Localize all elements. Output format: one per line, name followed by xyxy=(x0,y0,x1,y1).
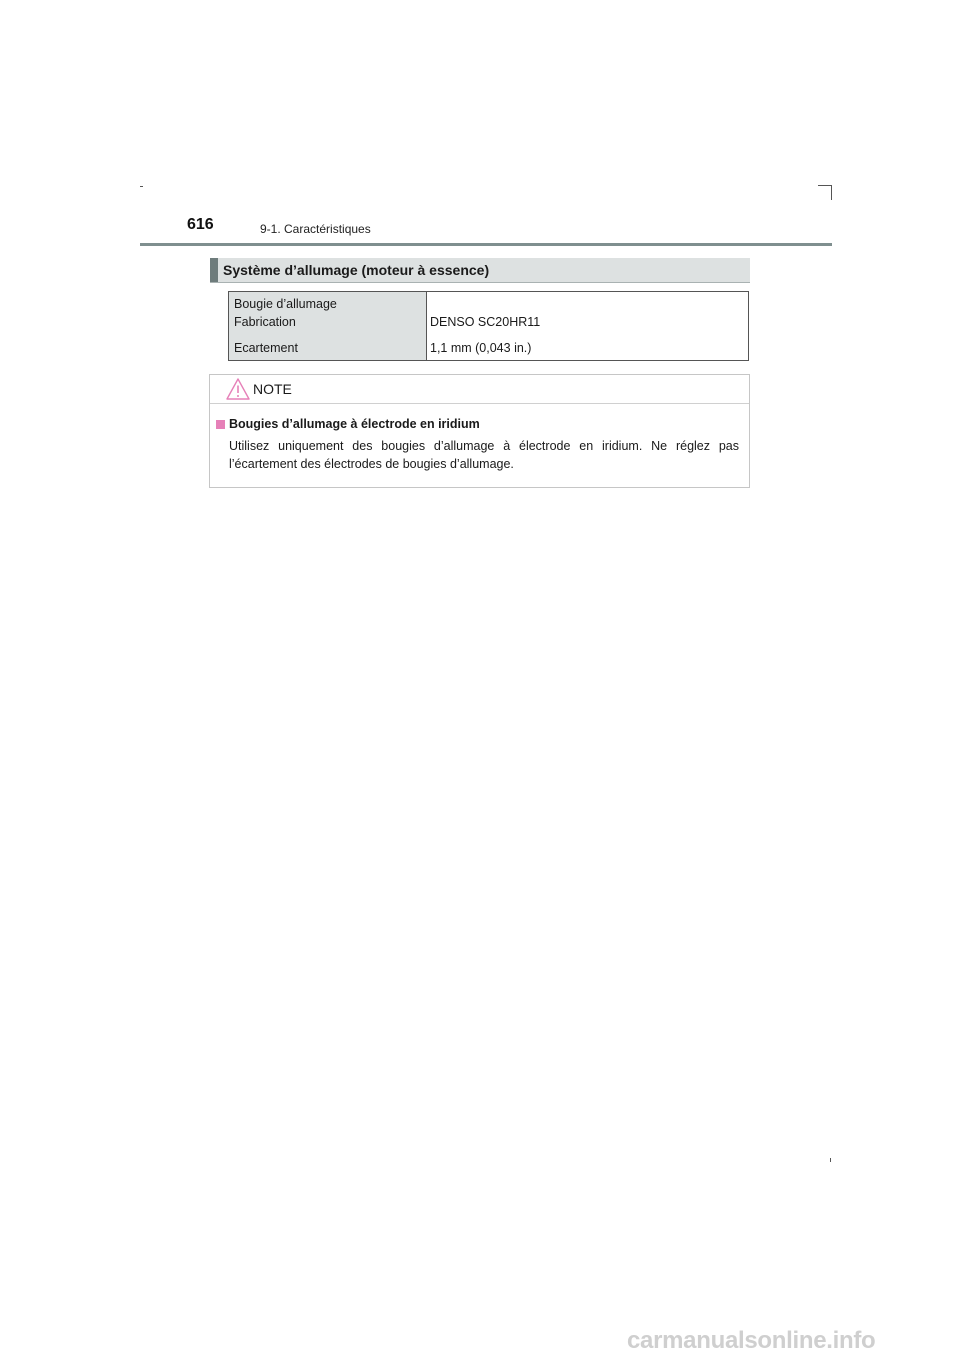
crop-mark-top-right-vertical xyxy=(831,185,832,200)
crop-mark-top-right xyxy=(818,185,832,186)
spec-value-fabrication: DENSO SC20HR11 xyxy=(430,315,541,329)
spec-table xyxy=(228,291,749,361)
crop-mark-bottom-right xyxy=(830,1158,831,1162)
warning-triangle-icon xyxy=(225,377,251,401)
header-divider xyxy=(140,243,832,246)
section-heading-bar xyxy=(210,258,218,282)
note-label: NOTE xyxy=(253,381,292,397)
note-item-text: Utilisez uniquement des bougies d’allumage à électrode en iridium. Ne réglez pas l’écartement des électrodes de bougies d’allumage. xyxy=(229,439,739,471)
spec-label-fabrication: Fabrication xyxy=(234,315,296,329)
note-bullet-square xyxy=(216,420,225,429)
section-heading xyxy=(210,258,750,283)
note-divider xyxy=(210,403,749,404)
note-item-title: Bougies d’allumage à électrode en iridium xyxy=(229,417,480,431)
spec-label-ecartement: Ecartement xyxy=(234,341,298,355)
watermark: carmanualsonline.info xyxy=(627,1327,876,1354)
section-title: Système d’allumage (moteur à essence) xyxy=(223,262,490,278)
spec-value-ecartement: 1,1 mm (0,043 in.) xyxy=(430,341,532,355)
chapter-title: 9-1. Caractéristiques xyxy=(260,222,371,236)
spec-group-label: Bougie d’allumage xyxy=(234,297,337,311)
crop-mark-top-left xyxy=(140,186,143,187)
page-number: 616 xyxy=(187,216,214,233)
note-box xyxy=(209,374,750,488)
